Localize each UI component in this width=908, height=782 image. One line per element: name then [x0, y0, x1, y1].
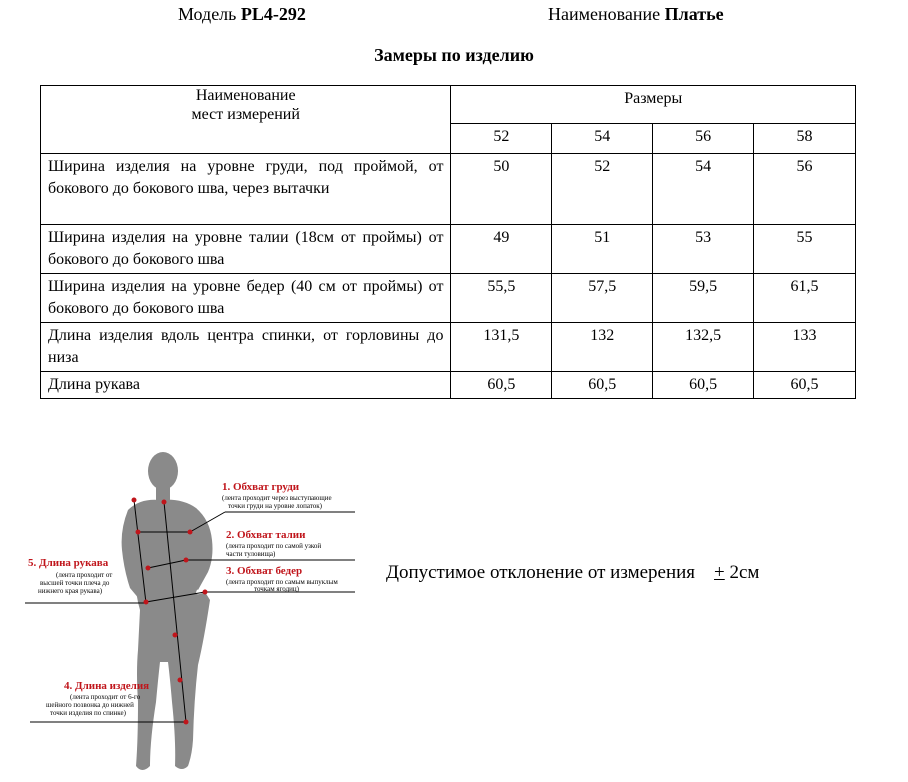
- annotation-note: (лента проходит от: [56, 571, 113, 579]
- row-value: 132,5: [653, 323, 754, 372]
- annotation-note: (лента проходит по самой узкой: [226, 542, 322, 550]
- annotation-note: (лента проходит по самым выпуклым: [226, 578, 338, 586]
- tolerance-text: Допустимое отклонение от измерения: [386, 562, 696, 583]
- annotation-note: (лента проходит через выступающие: [222, 494, 332, 502]
- size-header: 54: [552, 124, 653, 154]
- table-row: [41, 154, 856, 225]
- row-value: 133: [754, 323, 856, 372]
- row-value: 59,5: [653, 274, 754, 323]
- row-value: 55: [754, 225, 856, 274]
- annotation-note: точки изделия по спинке): [50, 709, 126, 717]
- row-label: Ширина изделия на уровне груди, под проймой, от бокового до бокового шва, через вытачки: [41, 154, 451, 225]
- model-label: Модель: [178, 4, 237, 24]
- tolerance-note: [386, 562, 759, 584]
- annotation-title: 3. Обхват бедер: [226, 565, 303, 577]
- row-value: 53: [653, 225, 754, 274]
- size-header: 52: [451, 124, 552, 154]
- row-label: Ширина изделия на уровне бедер (40 см от проймы) от бокового до бокового шва: [41, 274, 451, 323]
- product-name-header: [548, 4, 724, 25]
- row-label: Длина рукава: [41, 372, 451, 399]
- row-value: 60,5: [653, 372, 754, 399]
- row-value: 54: [653, 154, 754, 225]
- row-value: 55,5: [451, 274, 552, 323]
- row-value: 56: [754, 154, 856, 225]
- row-label: Длина изделия вдоль центра спинки, от горловины до низа: [41, 323, 451, 372]
- tolerance-value: 2см: [724, 562, 760, 583]
- annotation-chest: [222, 481, 332, 510]
- measurements-table: [40, 85, 856, 399]
- row-value: 50: [451, 154, 552, 225]
- annotation-note: части туловища): [226, 550, 276, 558]
- sizes-header: Размеры: [451, 86, 856, 124]
- table-row: [41, 372, 856, 399]
- row-value: 60,5: [754, 372, 856, 399]
- annotation-title: 2. Обхват талии: [226, 529, 306, 541]
- annotation-note: точкам ягодиц): [254, 585, 299, 593]
- annotation-length: [46, 680, 149, 717]
- annotation-sleeve: [28, 557, 112, 595]
- annotation-waist: [226, 529, 321, 558]
- page-title: Замеры по изделию: [374, 45, 534, 65]
- annotation-hips: [226, 565, 338, 593]
- row-value: 51: [552, 225, 653, 274]
- annotation-note: точки груди на уровне лопаток): [228, 502, 322, 510]
- table-row: [41, 274, 856, 323]
- name-value: Платье: [664, 4, 724, 24]
- annotation-note: шейного позвонка до нижней: [46, 701, 134, 709]
- annotation-title: 1. Обхват груди: [222, 481, 300, 493]
- name-label: Наименование: [548, 4, 661, 24]
- annotation-note: нижнего края рукава): [38, 587, 103, 595]
- tolerance-sign: +: [714, 562, 725, 583]
- table-row: [41, 225, 856, 274]
- annotation-title: 4. Длина изделия: [64, 680, 150, 692]
- size-header: 58: [754, 124, 856, 154]
- row-value: 60,5: [451, 372, 552, 399]
- measurement-places-header: [41, 86, 451, 154]
- row-value: 131,5: [451, 323, 552, 372]
- table-row: [41, 323, 856, 372]
- row-value: 57,5: [552, 274, 653, 323]
- annotation-title: 5. Длина рукава: [28, 557, 109, 569]
- row-value: 49: [451, 225, 552, 274]
- annotation-note: (лента проходит от 6-го: [70, 693, 141, 701]
- row-value: 61,5: [754, 274, 856, 323]
- measurement-places-label: Наименование мест измерений: [191, 87, 300, 123]
- model-value: PL4-292: [240, 4, 306, 24]
- annotation-note: высшей точки плеча до: [40, 579, 110, 587]
- row-value: 52: [552, 154, 653, 225]
- row-value: 132: [552, 323, 653, 372]
- model-header: [178, 4, 306, 25]
- size-header: 56: [653, 124, 754, 154]
- row-label: Ширина изделия на уровне талии (18см от проймы) от бокового до бокового шва: [41, 225, 451, 274]
- row-value: 60,5: [552, 372, 653, 399]
- measurement-figure: [0, 440, 380, 782]
